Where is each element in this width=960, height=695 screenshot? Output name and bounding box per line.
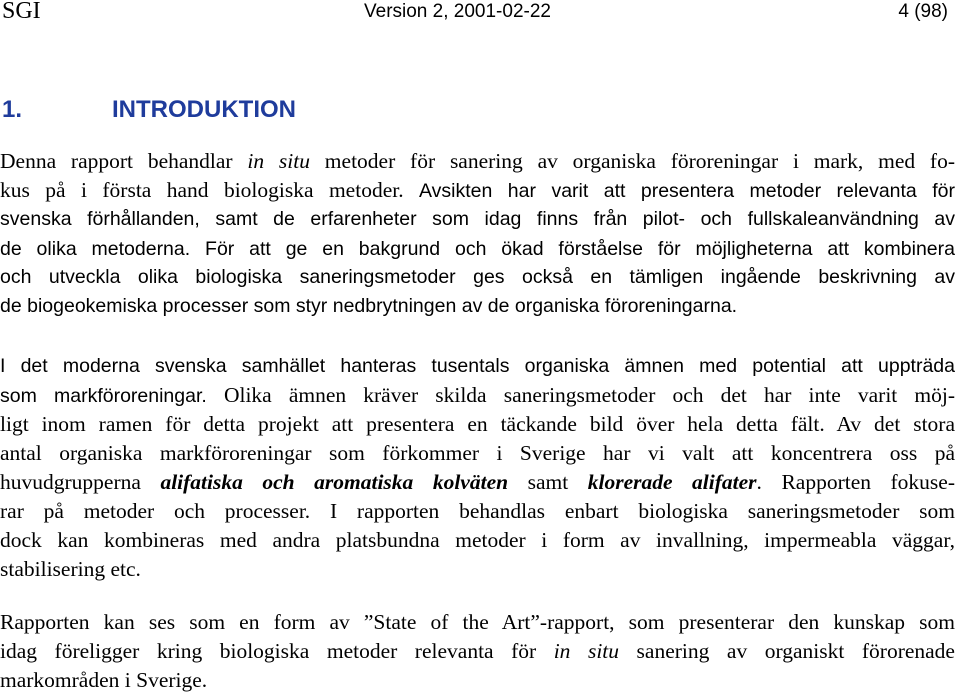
text-line: ligt inom ramen för detta projekt att presentera en täckande bild över hela detta fält. Av det stora — [0, 412, 955, 436]
text-line: som markföroreningar. Olika ämnen kräver skilda saneringsmetoder och det har inte varit möj- — [0, 383, 955, 407]
text-line: svenska förhållanden, samt de erfarenheter som idag finns från pilot- och fullskaleanvändning av — [0, 208, 955, 230]
text-line: de olika metoderna. För att ge en bakgrund och ökad förståelse för möjligheterna att kombinera — [0, 238, 955, 260]
text-line: stabilisering etc. — [0, 557, 141, 581]
section-heading — [2, 96, 296, 124]
text-line: huvudgrupperna alifatiska och aromatiska kolväten samt klorerade alifater. Rapporten fokuse- — [0, 470, 956, 494]
text-line: antal organiska markföroreningar som förkommer i Sverige har vi valt att koncentrera oss på — [0, 441, 955, 465]
document-version: Version 2, 2001-02-22 — [364, 1, 551, 22]
text-line: dock kan kombineras med andra platsbundna metoder i form av invallning, impermeabla väggar, — [0, 528, 955, 552]
text-line: Rapporten kan ses som en form av ”State of the Art”-rapport, som presenterar den kunskap som — [0, 610, 955, 634]
text-line: kus på i första hand biologiska metoder. Avsikten har varit att presentera metoder relevanta för — [0, 178, 955, 202]
page-number: 4 (98) — [898, 1, 948, 22]
text-line: markområden i Sverige. — [0, 668, 208, 692]
paragraph-1 — [0, 147, 955, 321]
text-line: och utveckla olika biologiska saneringsmetoder ges också en tämligen ingående beskrivning av — [0, 266, 955, 288]
paragraph-2 — [0, 352, 955, 584]
text-line: I det moderna svenska samhället hanteras tusentals organiska ämnen med potential att uppträda — [0, 355, 955, 377]
text-line: de biogeokemiska processer som styr nedbrytningen av de organiska föroreningarna. — [0, 295, 738, 317]
paragraph-3 — [0, 608, 955, 695]
page-header — [0, 0, 960, 30]
organization-name: SGI — [2, 0, 41, 24]
text-line: idag föreligger kring biologiska metoder relevanta för in situ sanering av organiskt förorenade — [0, 639, 955, 663]
text-line: rar på metoder och processer. I rapporten behandlas enbart biologiska saneringsmetoder som — [0, 499, 955, 523]
text-line: Denna rapport behandlar in situ metoder för sanering av organiska föroreningar i mark, med fo- — [0, 149, 955, 173]
section-number: 1. — [2, 96, 23, 123]
section-title: INTRODUKTION — [112, 96, 296, 123]
